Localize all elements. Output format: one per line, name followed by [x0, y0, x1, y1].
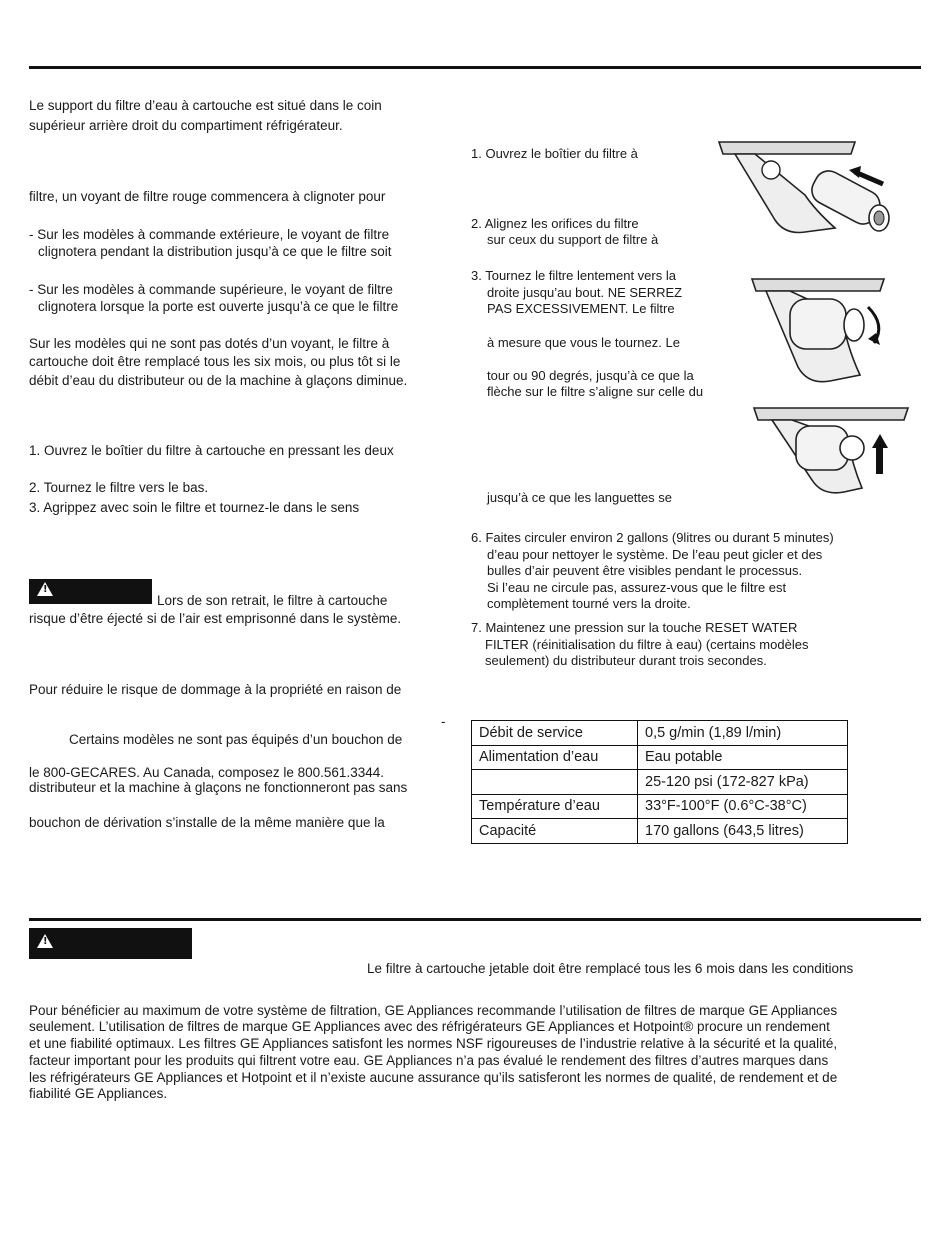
filter-rotate-up-illustration — [752, 404, 912, 499]
ge-paragraph-6: fiabilité GE Appliances. — [29, 1086, 168, 1101]
install-step-3f: flèche sur le filtre s’aligne sur celle du — [487, 384, 704, 399]
bypass-line-3: distributeur et la machine à glaçons ne fonctionneront pas sans — [29, 780, 408, 795]
top-rule — [29, 66, 921, 69]
table-row — [472, 794, 848, 819]
no-indicator-2: cartouche doit être remplacé tous les six mois, ou plus tôt si le — [29, 354, 401, 369]
install-step-2a: 2. Alignez les orifices du filtre — [471, 216, 639, 231]
install-step-6c: bulles d’air peuvent être visibles pendant le processus. — [487, 563, 803, 578]
warning-banner: ! — [29, 928, 192, 959]
install-step-1: 1. Ouvrez le boîtier du filtre à — [471, 146, 638, 161]
filter-housing-open-illustration — [715, 140, 895, 240]
install-step-6b: d’eau pour nettoyer le système. De l’eau peut gicler et des — [487, 547, 823, 562]
install-step-3e: tour ou 90 degrés, jusqu’à ce que la — [487, 368, 694, 383]
spec-label: Capacité — [472, 819, 638, 844]
ge-paragraph-3: et une fiabilité optimaux. Les filtres GE Appliances satisfont les normes NSF rigoureuses de l’industrie relative à la sécurité et la qualité, — [29, 1036, 838, 1051]
install-step-6d: Si l’eau ne circule pas, assurez-vous que le filtre est — [487, 580, 787, 595]
removal-step-3: 3. Agrippez avec soin le filtre et tournez-le dans le sens — [29, 500, 360, 515]
spec-label: Alimentation d’eau — [472, 745, 638, 770]
indicator-line: filtre, un voyant de filtre rouge commencera à clignoter pour — [29, 189, 386, 204]
bottom-rule — [29, 918, 921, 921]
ge-paragraph-5: les réfrigérateurs GE Appliances et Hotpoint et il n’existe aucune assurance qu’ils satisferont les normes de qualité, de rendement et de — [29, 1070, 838, 1085]
performance-spec-table — [471, 720, 848, 844]
no-indicator-3: débit d’eau du distributeur ou de la machine à glaçons diminue. — [29, 373, 408, 388]
spec-label — [472, 770, 638, 795]
intro-line-2: supérieur arrière droit du compartiment réfrigérateur. — [29, 118, 343, 133]
install-step-3b: droite jusqu’au bout. NE SERREZ — [487, 285, 683, 300]
spec-label: Température d’eau — [472, 794, 638, 819]
spec-value: Eau potable — [638, 745, 848, 770]
install-step-3d: à mesure que vous le tournez. Le — [487, 335, 680, 350]
spec-value: 170 gallons (643,5 litres) — [638, 819, 848, 844]
removal-step-1: 1. Ouvrez le boîtier du filtre à cartouche en pressant les deux — [29, 443, 394, 458]
install-step-7c: seulement) du distributeur durant trois secondes. — [485, 653, 767, 668]
spec-label: Débit de service — [472, 721, 638, 746]
caution-banner: ! — [29, 579, 152, 604]
filter-rotate-right-illustration — [750, 275, 890, 390]
bullet-external-1: - Sur les modèles à commande extérieure, le voyant de filtre — [29, 227, 390, 242]
table-row — [472, 721, 848, 746]
table-row — [472, 770, 848, 795]
bypass-line-2: le 800-GECARES. Au Canada, composez le 800.561.3344. — [29, 765, 384, 780]
table-row — [472, 819, 848, 844]
bypass-line-1: Certains modèles ne sont pas équipés d’un bouchon de — [69, 732, 403, 747]
ge-paragraph-4: facteur important pour les produits qui filtrent votre eau. GE Appliances n’a pas évalué le rendement des filtres d’autres marques dans — [29, 1053, 829, 1068]
removal-step-2: 2. Tournez le filtre vers le bas. — [29, 480, 209, 495]
bullet-top-1: - Sur les modèles à commande supérieure, le voyant de filtre — [29, 282, 393, 297]
bypass-line-4: bouchon de dérivation s’installe de la même manière que la — [29, 815, 385, 830]
install-step-3a: 3. Tournez le filtre lentement vers la — [471, 268, 676, 283]
spec-value: 25-120 psi (172-827 kPa) — [638, 770, 848, 795]
install-step-6a: 6. Faites circuler environ 2 gallons (9litres ou durant 5 minutes) — [471, 530, 834, 545]
bullet-top-2: clignotera lorsque la porte est ouverte jusqu’à ce que le filtre — [38, 299, 399, 314]
install-step-7a: 7. Maintenez une pression sur la touche RESET WATER — [471, 620, 798, 635]
install-step-6e: complètement tourné vers la droite. — [487, 596, 691, 611]
dash-mark: - — [441, 714, 446, 729]
table-row — [472, 745, 848, 770]
ge-paragraph-2: seulement. L’utilisation de filtres de marque GE Appliances avec des réfrigérateurs GE Appliances et Hotpoint® procure un rendement — [29, 1019, 830, 1034]
install-step-7b: FILTER (réinitialisation du filtre à eau) (certains modèles — [485, 637, 809, 652]
replace-line: Le filtre à cartouche jetable doit être remplacé tous les 6 mois dans les conditions — [367, 961, 854, 976]
ge-paragraph-1: Pour bénéficier au maximum de votre système de filtration, GE Appliances recommande l’utilisation de filtres de marque GE Appliances — [29, 1003, 838, 1018]
no-indicator-1: Sur les modèles qui ne sont pas dotés d’un voyant, le filtre à — [29, 336, 390, 351]
damage-line: Pour réduire le risque de dommage à la propriété en raison de — [29, 682, 402, 697]
intro-line-1: Le support du filtre d’eau à cartouche est situé dans le coin — [29, 98, 382, 113]
install-step-3c: PAS EXCESSIVEMENT. Le filtre — [487, 301, 675, 316]
caution-text-1: Lors de son retrait, le filtre à cartouche — [157, 593, 388, 608]
spec-value: 0,5 g/min (1,89 l/min) — [638, 721, 848, 746]
caution-text-2: risque d’être éjecté si de l’air est emprisonné dans le système. — [29, 611, 402, 626]
bullet-external-2: clignotera pendant la distribution jusqu’à ce que le filtre soit — [38, 244, 392, 259]
install-step-5-tail: jusqu’à ce que les languettes se — [487, 490, 673, 505]
spec-value: 33°F-100°F (0.6°C-38°C) — [638, 794, 848, 819]
install-step-2b: sur ceux du support de filtre à — [487, 232, 659, 247]
